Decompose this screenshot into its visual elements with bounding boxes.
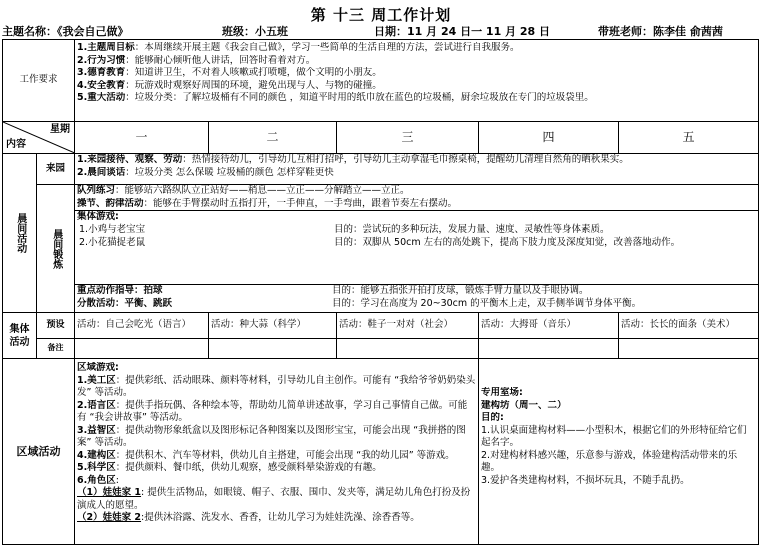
game-2-goal: 目的：双脚从 50cm 左右的高处跳下，提高下肢力度及深度知觉，改善落地动作。 <box>334 236 681 248</box>
arrive-label: 来园 <box>37 154 75 185</box>
goals-content <box>75 40 759 122</box>
focus-1 <box>75 285 758 298</box>
goal-2: 2.行为习惯：能够耐心倾听他人讲话，回答时看着对方。 <box>77 54 316 66</box>
note-thursday <box>479 339 619 359</box>
day-tuesday: 二 <box>209 122 337 154</box>
goals-label: 工作要求 <box>3 40 75 122</box>
goal-5: 5.重大活动：垃圾分类：了解垃圾桶有不同的颜色 ，知道平时用的纸巾放在蓝色的垃圾桶，厨余垃圾放在专门的垃圾袋里。 <box>77 92 594 103</box>
game-1-goal: 目的：尝试玩的多种玩法，发展力量、速度、灵敏性等身体素质。 <box>334 223 610 235</box>
teacher-names: 带班老师：陈李佳 俞茜茜 <box>598 25 723 38</box>
exercise-content <box>75 185 759 285</box>
theme-name: 主题名称：《我会自己做》 <box>2 25 129 38</box>
area-head: 区域游戏: <box>77 362 119 373</box>
focus-1-goal: 目的：能够五指张开拍打皮球，锻炼手臂力量以及手眼协调。 <box>332 285 589 296</box>
drill-line: 队列练习：能够站六路纵队立正站好——稍息——立正——分解踏立——立正。 <box>77 185 410 196</box>
area-item-6: 6.角色区: <box>77 474 119 486</box>
goal-1: 1.主题周目标：本周继续开展主题《我会自己做》，学习一些简单的生活自理的方法，尝试进行自我服务。 <box>77 42 520 53</box>
special-goal-2: 2.对建构材料感兴趣，乐意参与游戏，体验建构活动带来的乐趣。 <box>481 449 738 473</box>
day-wednesday: 三 <box>337 122 479 154</box>
special-room-name: 建构坊（周一、二） <box>481 399 567 411</box>
area-item-1: 1.美工区：提供彩纸、活动眼珠、颜料等材料，引导幼儿自主创作。可能有 “我给爷爷奶奶染头发” 等活动。 <box>77 374 476 398</box>
game-2-name: 2.小花猫捉老鼠 <box>79 236 146 248</box>
class-name: 班级：小五班 <box>222 25 288 38</box>
special-goal-1: 1.认识桌面建构材料——小型积木，根据它们的外形特征给它们起名字。 <box>481 424 747 448</box>
exercise-label: 晨间锻炼 <box>37 185 75 313</box>
day-monday: 一 <box>75 122 209 154</box>
area-label: 区域活动 <box>3 359 75 545</box>
info-bar <box>2 23 760 37</box>
special-title: 专用室场: <box>481 387 523 398</box>
focus-1-name: 重点动作指导：拍球 <box>77 285 163 296</box>
note-monday <box>75 339 209 359</box>
activity-tuesday: 活动：种大蒜（科学） <box>209 313 337 339</box>
activity-wednesday: 活动：鞋子一对对（社会） <box>337 313 479 339</box>
area-item-8: （2）娃娃家 2:提供沐浴露、洗发水、香香，让幼儿学习为娃娃洗澡、涂香香等。 <box>77 512 420 523</box>
week-content-header <box>3 122 75 154</box>
game-2 <box>77 237 756 250</box>
note-friday <box>619 339 759 359</box>
area-item-7: （1）娃娃家 1: 提供生活物品，如眼镜、帽子、衣服、围巾、发夹等，满足幼儿角色打扮及扮演成人的愿望。 <box>77 487 471 511</box>
special-goal-head: 目的: <box>481 412 504 423</box>
group-game-head: 集体游戏: <box>77 211 119 222</box>
special-goal-3: 3.爱护各类建构材料，不损坏玩具，不随手乱扔。 <box>481 474 690 486</box>
focus-2-goal: 目的：学习在高度为 20~30cm 的平衡木上走，双手侧举调节身体平衡。 <box>332 298 642 309</box>
goal-4: 4.安全教育：玩游戏时观察好周围的环境，避免出现与人、与物的碰撞。 <box>77 79 382 91</box>
focus-2-name: 分散活动：平衡、跳跃 <box>77 298 173 309</box>
weekly-plan-table <box>2 39 759 545</box>
group-activity-label: 集体活动 <box>3 313 37 359</box>
activity-monday: 活动：自己会吃光（语言） <box>75 313 209 339</box>
arrive-content <box>75 154 759 185</box>
focus-content <box>75 285 759 313</box>
plan-label: 预设 <box>37 313 75 339</box>
game-1-name: 1.小鸡与老宝宝 <box>79 223 146 235</box>
goal-3: 3.德育教育：知道讲卫生，不对着人咳嗽或打喷嚏，做个文明的小朋友。 <box>77 67 382 78</box>
activity-friday: 活动：长长的面条（美术） <box>619 313 759 339</box>
area-item-3: 3.益智区：提供动物形象纸盒以及图形标记各种图案以及图形宝宝，可能会出现 “我拼搭的图案” 等活动。 <box>77 424 466 448</box>
special-room <box>479 359 759 545</box>
arrive-line-2: 2.晨间谈话：垃圾分类 怎么保暖 垃圾桶的颜色 怎样穿鞋更快 <box>77 166 334 178</box>
page-title: 第 十三 周工作计划 <box>310 6 452 24</box>
content-label: 内容 <box>6 138 26 150</box>
area-content <box>75 359 479 545</box>
day-thursday: 四 <box>479 122 619 154</box>
arrive-line-1: 1.来园接待、观察、劳动：热情接待幼儿，引导幼儿互相打招呼，引导幼儿主动拿湿毛巾擦桌椅，提醒幼儿清理自然角的晒秋果实。 <box>77 154 629 165</box>
week-label: 星期 <box>50 124 71 135</box>
activity-thursday: 活动：大拇哥（音乐） <box>479 313 619 339</box>
morning-label: 晨间活动 <box>3 154 37 313</box>
note-wednesday <box>337 339 479 359</box>
area-item-2: 2.语言区：提供手指玩偶、各种绘本等，帮助幼儿简单讲述故事，学习自己事情自己做。可能有 “我会讲故事” 等活动。 <box>77 399 468 423</box>
area-item-4: 4.建构区：提供积木、汽车等材料，供幼儿自主搭建，可能会出现 “我的幼儿园” 等游戏。 <box>77 449 455 461</box>
date-range: 日期：11 月 24 日一 11 月 28 日 <box>374 25 551 38</box>
focus-2 <box>75 298 758 311</box>
note-tuesday <box>209 339 337 359</box>
game-1 <box>77 224 756 237</box>
area-item-5: 5.科学区：提供颜料、餐巾纸，供幼儿观察，感受颜料晕染游戏的有趣。 <box>77 462 382 473</box>
rhythm-line: 操节、韵律活动：能够在手臂摆动时五指打开，一手伸直，一手弯曲，跟着节奏左右摆动。 <box>77 197 458 209</box>
day-friday: 五 <box>619 122 759 154</box>
note-label: 备注 <box>37 339 75 359</box>
